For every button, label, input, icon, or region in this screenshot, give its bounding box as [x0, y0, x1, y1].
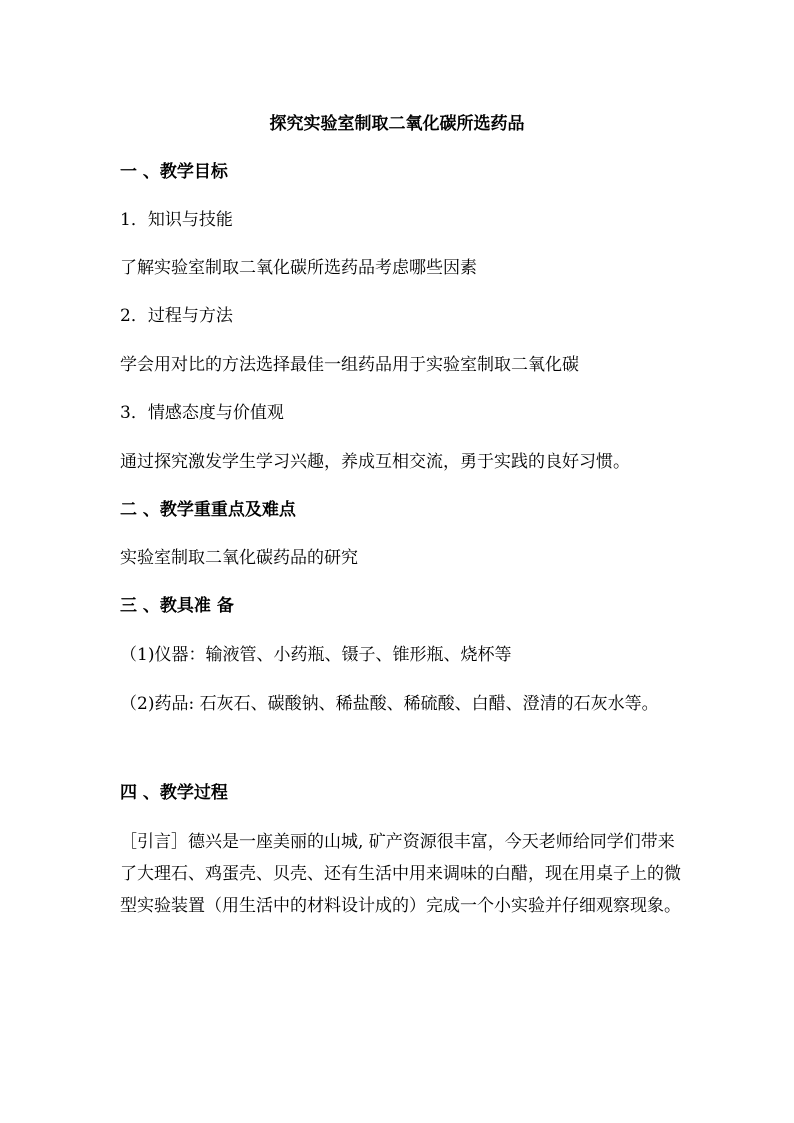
knowledge-skills-text: 了解实验室制取二氧化碳所选药品考虑哪些因素 [120, 258, 477, 278]
key-points-text: 实验室制取二氧化碳药品的研究 [120, 548, 358, 568]
section-heading-teaching-objectives: 一 、教学目标 [120, 162, 228, 182]
instruments-text: （1)仪器：输液管、小药瓶、镊子、锥形瓶、烧杯等 [120, 645, 512, 665]
intro-paragraph: ［引言］德兴是一座美丽的山城, 矿产资源很丰富，今天老师给同学们带来了大理石、鸡蛋壳、贝壳、还有生活中用来调味的白醋，现在用桌子上的微型实验装置（用生活中的材料设计成的）完成一个小实验并仔细观察现象。 [120, 832, 681, 916]
process-method-text: 学会用对比的方法选择最佳一组药品用于实验室制取二氧化碳 [120, 355, 579, 375]
emotion-values-text: 通过探究激发学生学习兴趣，养成互相交流，勇于实践的良好习惯。 [120, 452, 630, 472]
subheading-knowledge-skills: 1．知识与技能 [120, 210, 233, 230]
section-heading-teaching-process: 四 、教学过程 [120, 783, 228, 803]
section-heading-teaching-aids: 三 、教具准 备 [120, 596, 234, 616]
section-heading-key-points: 二 、教学重重点及难点 [120, 500, 296, 520]
reagents-text: （2)药品: 石灰石、碳酸钠、稀盐酸、稀硫酸、白醋、澄清的石灰水等。 [120, 694, 659, 714]
document-title: 探究实验室制取二氧化碳所选药品 [269, 114, 525, 134]
subheading-emotion-values: 3．情感态度与价值观 [120, 403, 284, 423]
subheading-process-method: 2．过程与方法 [120, 306, 233, 326]
